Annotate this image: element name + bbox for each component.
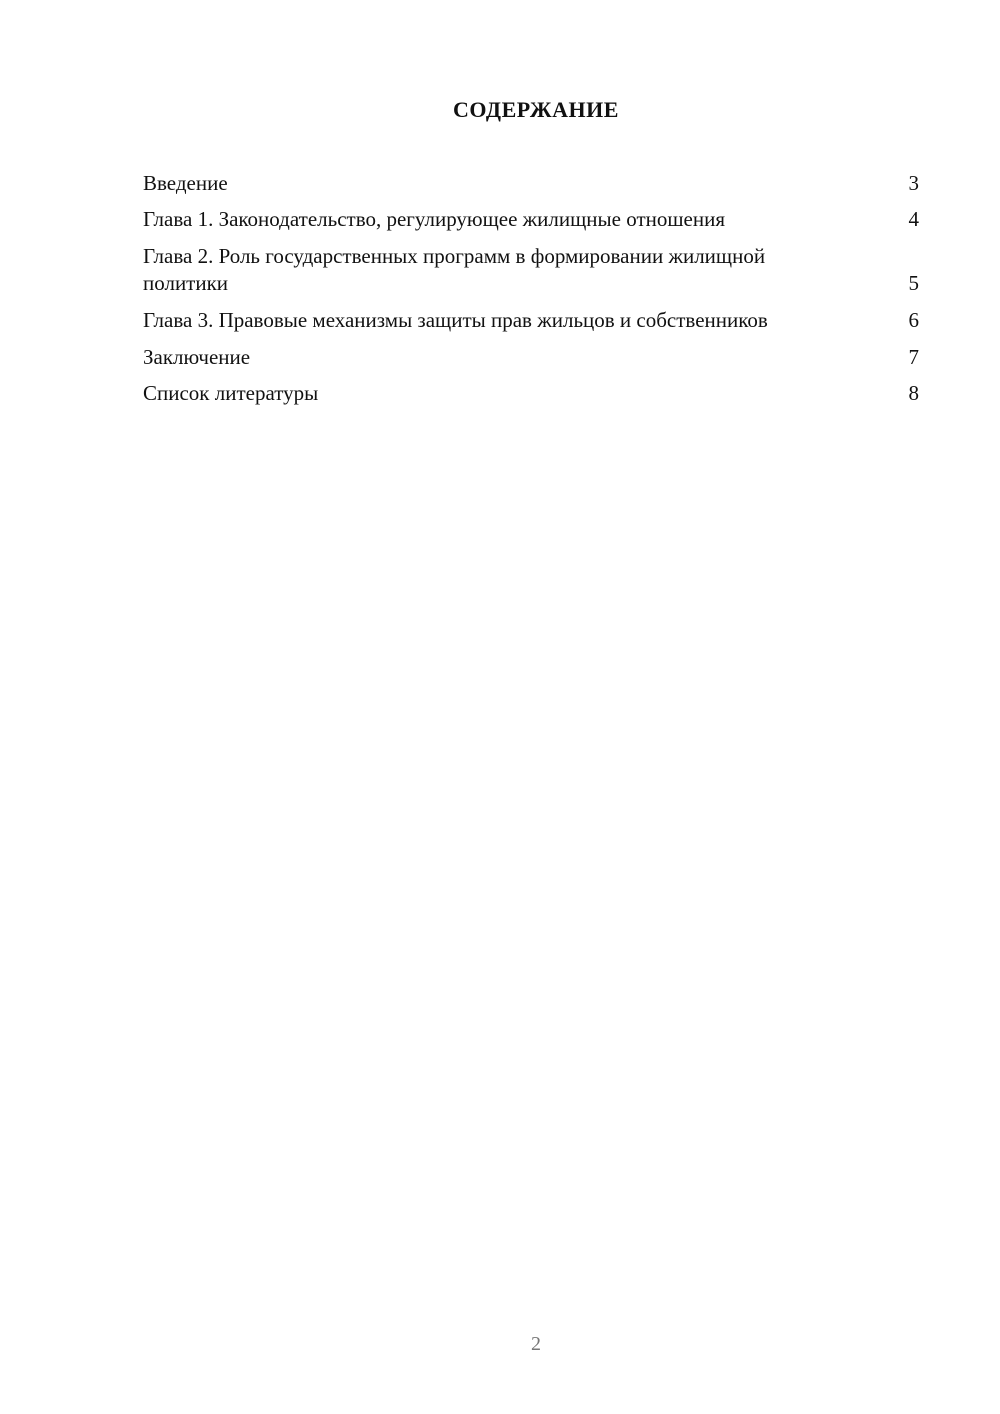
toc-entry-page-number: 6: [908, 308, 919, 332]
toc-entry-introduction[interactable]: [143, 170, 919, 197]
toc-entry-label: Введение: [143, 171, 228, 195]
toc-entry-chapter-2[interactable]: [143, 243, 919, 297]
toc-entry-label: Глава 1. Законодательство, регулирующее жилищные отношения: [143, 207, 725, 231]
toc-entry-page-number: 5: [908, 271, 919, 295]
table-of-contents: [143, 170, 919, 416]
page-number: 2: [531, 1333, 541, 1355]
toc-entry-page-number: 3: [908, 171, 919, 195]
toc-entry-conclusion[interactable]: [143, 344, 919, 371]
toc-entry-chapter-3[interactable]: [143, 307, 919, 334]
toc-entry-page-number: 4: [908, 207, 919, 231]
toc-entry-chapter-1[interactable]: [143, 206, 919, 233]
toc-entry-label: Список литературы: [143, 381, 319, 405]
toc-entry-page-number: 8: [908, 381, 919, 405]
toc-entry-page-number: 7: [908, 345, 919, 369]
toc-entry-references[interactable]: [143, 380, 919, 407]
page-title: СОДЕРЖАНИЕ: [453, 97, 619, 122]
toc-entry-label: Глава 3. Правовые механизмы защиты прав жильцов и собственников: [143, 308, 768, 332]
toc-entry-label: Заключение: [143, 345, 251, 369]
toc-entry-label: Глава 2. Роль государственных программ в формировании жилищной политики: [143, 244, 766, 295]
